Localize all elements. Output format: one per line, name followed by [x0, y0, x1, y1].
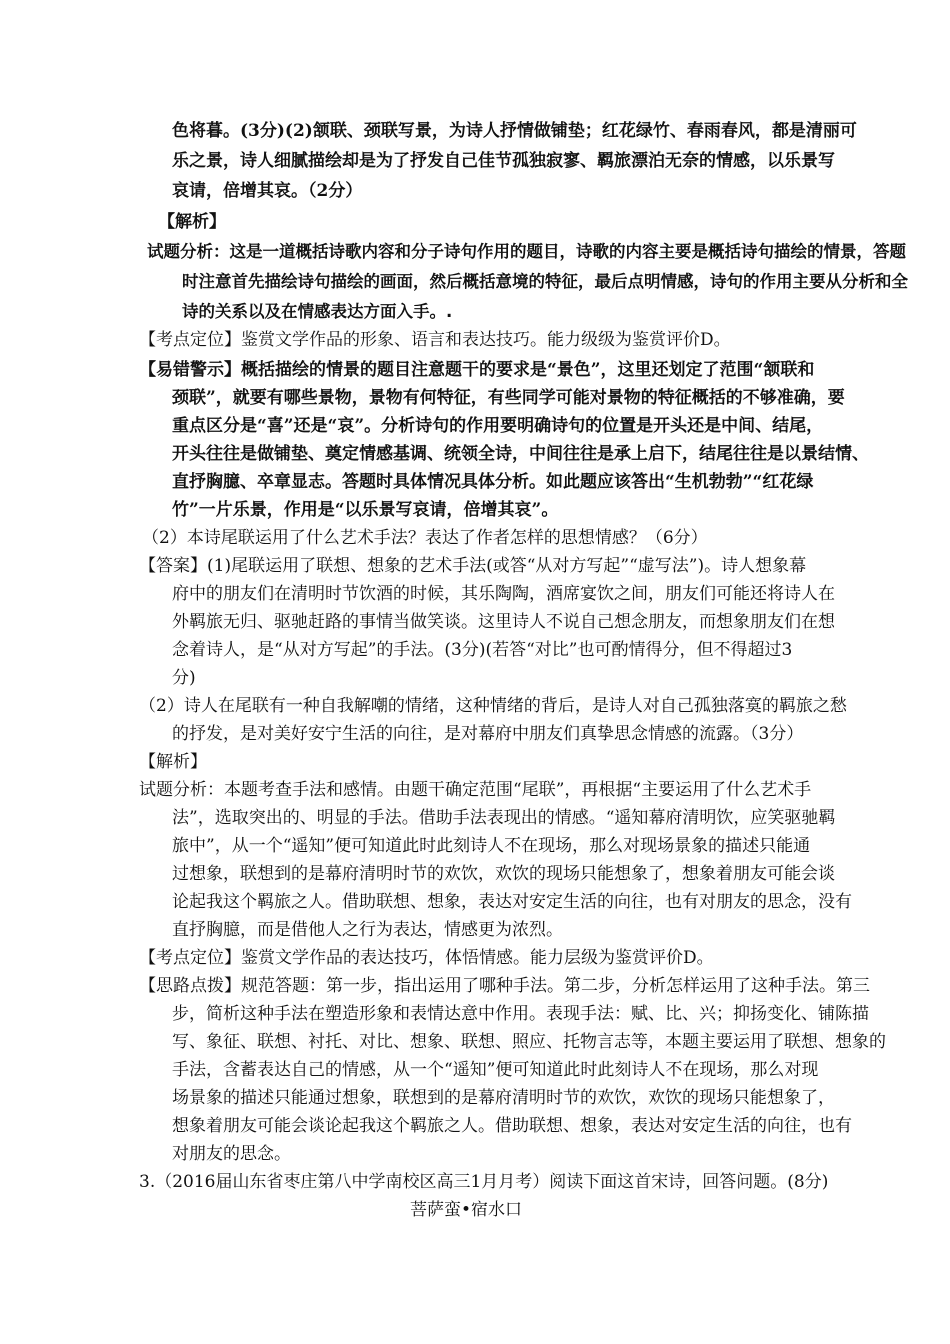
analysis-heading: 【解析】	[139, 752, 207, 772]
analysis-heading: 【解析】	[158, 212, 226, 232]
yicuo-line: 直抒胸臆、卒章显志。答题时具体情况具体分析。如此题应该答出“生机勃勃”“红花绿	[172, 472, 814, 492]
yicuo-line: 颈联”，就要有哪些景物，景物有何特征，有些同学可能对景物的特征概括的不够准确，要	[172, 388, 845, 408]
answer-line: （2）诗人在尾联有一种自我解嘲的情绪，这种情绪的背后，是诗人对自己孤独落寞的羁旅之愁	[139, 696, 847, 716]
analysis-line: 试题分析：本题考查手法和感情。由题干确定范围“尾联”，再根据“主要运用了什么艺术手	[139, 780, 812, 800]
silu-line: 想象着朋友可能会谈论起我这个羁旅之人。借助联想、想象，表达对安定生活的向往，也有	[172, 1116, 852, 1136]
answer-line: 外羁旅无归、驱驰赶路的事情当做笑谈。这里诗人不说自己想念朋友，而想象朋友们在想	[172, 612, 835, 632]
analysis-line: 论起我这个羁旅之人。借助联想、想象，表达对安定生活的向往，也有对朋友的思念，没有	[172, 892, 852, 912]
answer-tail-line: 色将暮。(3分)(2)颔联、颈联写景，为诗人抒情做铺垫；红花绿竹、春雨春风，都是清丽可	[172, 121, 857, 141]
analysis-line: 时注意首先描绘诗句描绘的画面，然后概括意境的特征，最后点明情感，诗句的作用主要从分析和全	[182, 272, 908, 291]
silu-line: 写、象征、联想、衬托、对比、想象、联想、照应、托物言志等，本题主要运用了联想、想象的	[172, 1032, 886, 1052]
analysis-line: 旅中”，从一个“遥知”便可知道此时此刻诗人不在现场，那么对现场景象的描述只能通	[172, 836, 811, 856]
yicuo-line: 开头往往是做铺垫、奠定情感基调、统领全诗，中间往往是承上启下，结尾往往是以景结情、	[172, 444, 869, 464]
kaodian-line: 【考点定位】鉴赏文学作品的形象、语言和表达技巧。能力级级为鉴赏评价D。	[139, 330, 731, 350]
yicuo-line: 【易错警示】概括描绘的情景的题目注意题干的要求是“景色”，这里还划定了范围“颔联和	[139, 360, 815, 380]
silu-line: 对朋友的思念。	[172, 1144, 291, 1164]
analysis-line: 试题分析：这是一道概括诗歌内容和分子诗句作用的题目，诗歌的内容主要是概括诗句描绘的情景，答题	[147, 242, 906, 261]
question-line: 3.（2016届山东省枣庄第八中学南校区高三1月月考）阅读下面这首宋诗，回答问题。(8分)	[139, 1172, 829, 1192]
answer-tail-line: 哀请，倍增其哀。（2分）	[172, 181, 363, 201]
analysis-line: 法”，选取突出的、明显的手法。借助手法表现出的情感。“遥知幕府清明饮，应笑驱驰羁	[172, 808, 836, 828]
answer-line: 分)	[172, 668, 196, 688]
question-line: （2）本诗尾联运用了什么艺术手法？表达了作者怎样的思想情感？（6分）	[142, 528, 708, 548]
kaodian-line: 【考点定位】鉴赏文学作品的表达技巧，体悟情感。能力层级为鉴赏评价D。	[139, 948, 714, 968]
answer-line: 念着诗人，是“从对方写起”的手法。(3分)(若答“对比”也可酌情得分，但不得超过3	[172, 640, 793, 660]
yicuo-line: 重点区分是“喜”还是“哀”。分析诗句的作用要明确诗句的位置是开头还是中间、结尾，	[172, 416, 824, 436]
silu-line: 手法，含蓄表达自己的情感，从一个“遥知”便可知道此时此刻诗人不在现场，那么对现	[172, 1060, 819, 1080]
analysis-line: 诗的关系以及在情感表达方面入手。.	[182, 302, 453, 321]
answer-line: 府中的朋友们在清明时节饮酒的时候，其乐陶陶，酒席宴饮之间，朋友们可能还将诗人在	[172, 584, 835, 604]
analysis-line: 直抒胸臆，而是借他人之行为表达，情感更为浓烈。	[172, 920, 563, 940]
silu-line: 场景象的描述只能通过想象，联想到的是幕府清明时节的欢饮，欢饮的现场只能想象了，	[172, 1088, 835, 1108]
answer-line: 的抒发，是对美好安宁生活的向往，是对幕府中朋友们真挚思念情感的流露。（3分）	[172, 724, 804, 744]
poem-title: 菩萨蛮•宿水口	[410, 1200, 523, 1220]
yicuo-line: 竹”一片乐景，作用是“以乐景写哀请，倍增其哀”。	[172, 500, 559, 520]
answer-line: 【答案】(1)尾联运用了联想、想象的艺术手法(或答“从对方写起”“虚写法”)。诗人想象幕	[139, 556, 807, 576]
silu-line: 步，简析这种手法在塑造形象和表情达意中作用。表现手法：赋、比、兴；抑扬变化、铺陈描	[172, 1004, 869, 1024]
silu-line: 【思路点拨】规范答题：第一步，指出运用了哪种手法。第二步，分析怎样运用了这种手法。第三	[139, 976, 870, 996]
answer-tail-line: 乐之景，诗人细腻描绘却是为了抒发自己佳节孤独寂寥、羁旅漂泊无奈的情感，以乐景写	[172, 151, 835, 171]
analysis-line: 过想象，联想到的是幕府清明时节的欢饮，欢饮的现场只能想象了，想象着朋友可能会谈	[172, 864, 835, 884]
